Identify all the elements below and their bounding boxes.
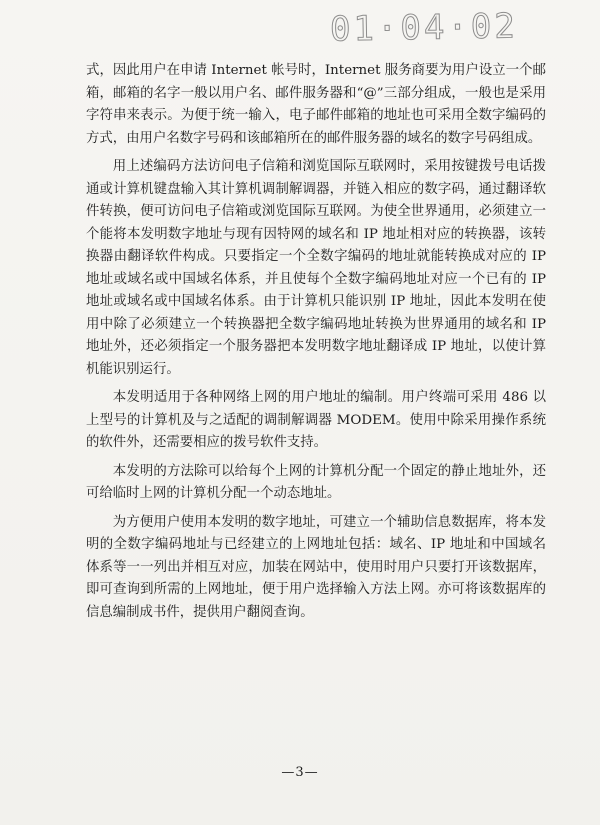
paragraph-2: 用上述编码方法访问电子信箱和浏览国际互联网时，采用按键拨号电话拨通或计算机键盘输入其计算机调制解调器，并链入相应的数字码，通过翻译软件转换，便可访问电子信箱或浏览国际互联网。为使全世界通用，必须建立一个能将本发明数字地址与现有因特网的域名和 IP 地址相对应的转换器，该转换器由翻译软件构成。只要指定一个全数字编码的地址就能转换成对应的 IP 地址或域名或中国域名体系，并且使每个全数字编码地址对应一个已有的 IP 地址或域名或中国域名体系。由于计算机只能识别 IP 地址，因此本发明在使用中除了必须建立一个转换器把全数字编码地址转换为世界通用的域名和 IP 地址外，还必须指定一个服务器把本发明数字地址翻译成 IP 地址，以使计算机能识别运行。: [86, 159, 546, 377]
paragraph-5: 为方便用户使用本发明的数字地址，可建立一个辅助信息数据库，将本发明的全数字编码地址与已经建立的上网地址包括：域名、IP 地址和中国域名体系等一一列出并相互对应，加装在网站中，使用时用户只要打开该数据库，即可查询到所需的上网地址，便于用户选择输入方法上网。亦可将该数据库的信息编制成书件，提供用户翻阅查询。: [86, 514, 546, 620]
paragraph-1: 式，因此用户在申请 Internet 帐号时，Internet 服务商要为用户设立一个邮箱，邮箱的名字一般以用户名、邮件服务器和“@”三部分组成，一般也是采用字符串来表示。为便于统一输入，电子邮件邮箱的地址也可采用全数字编码的方式，由用户名数字号码和该邮箱所在的邮件服务器的域名的数字号码组成。: [86, 63, 546, 146]
paragraph-4: 本发明的方法除可以给每个上网的计算机分配一个固定的静止地址外，还可给临时上网的计算机分配一个动态地址。: [86, 463, 546, 501]
page-number: —3—: [281, 765, 319, 780]
body-text: [86, 60, 546, 630]
paragraph-3: 本发明适用于各种网络上网的用户地址的编制。用户终端可采用 486 以上型号的计算机及与之适配的调制解调器 MODEM。使用中除采用操作系统的软件外，还需要相应的拨号软件支持。: [86, 390, 546, 450]
date-stamp: 01·04·02: [329, 6, 519, 50]
